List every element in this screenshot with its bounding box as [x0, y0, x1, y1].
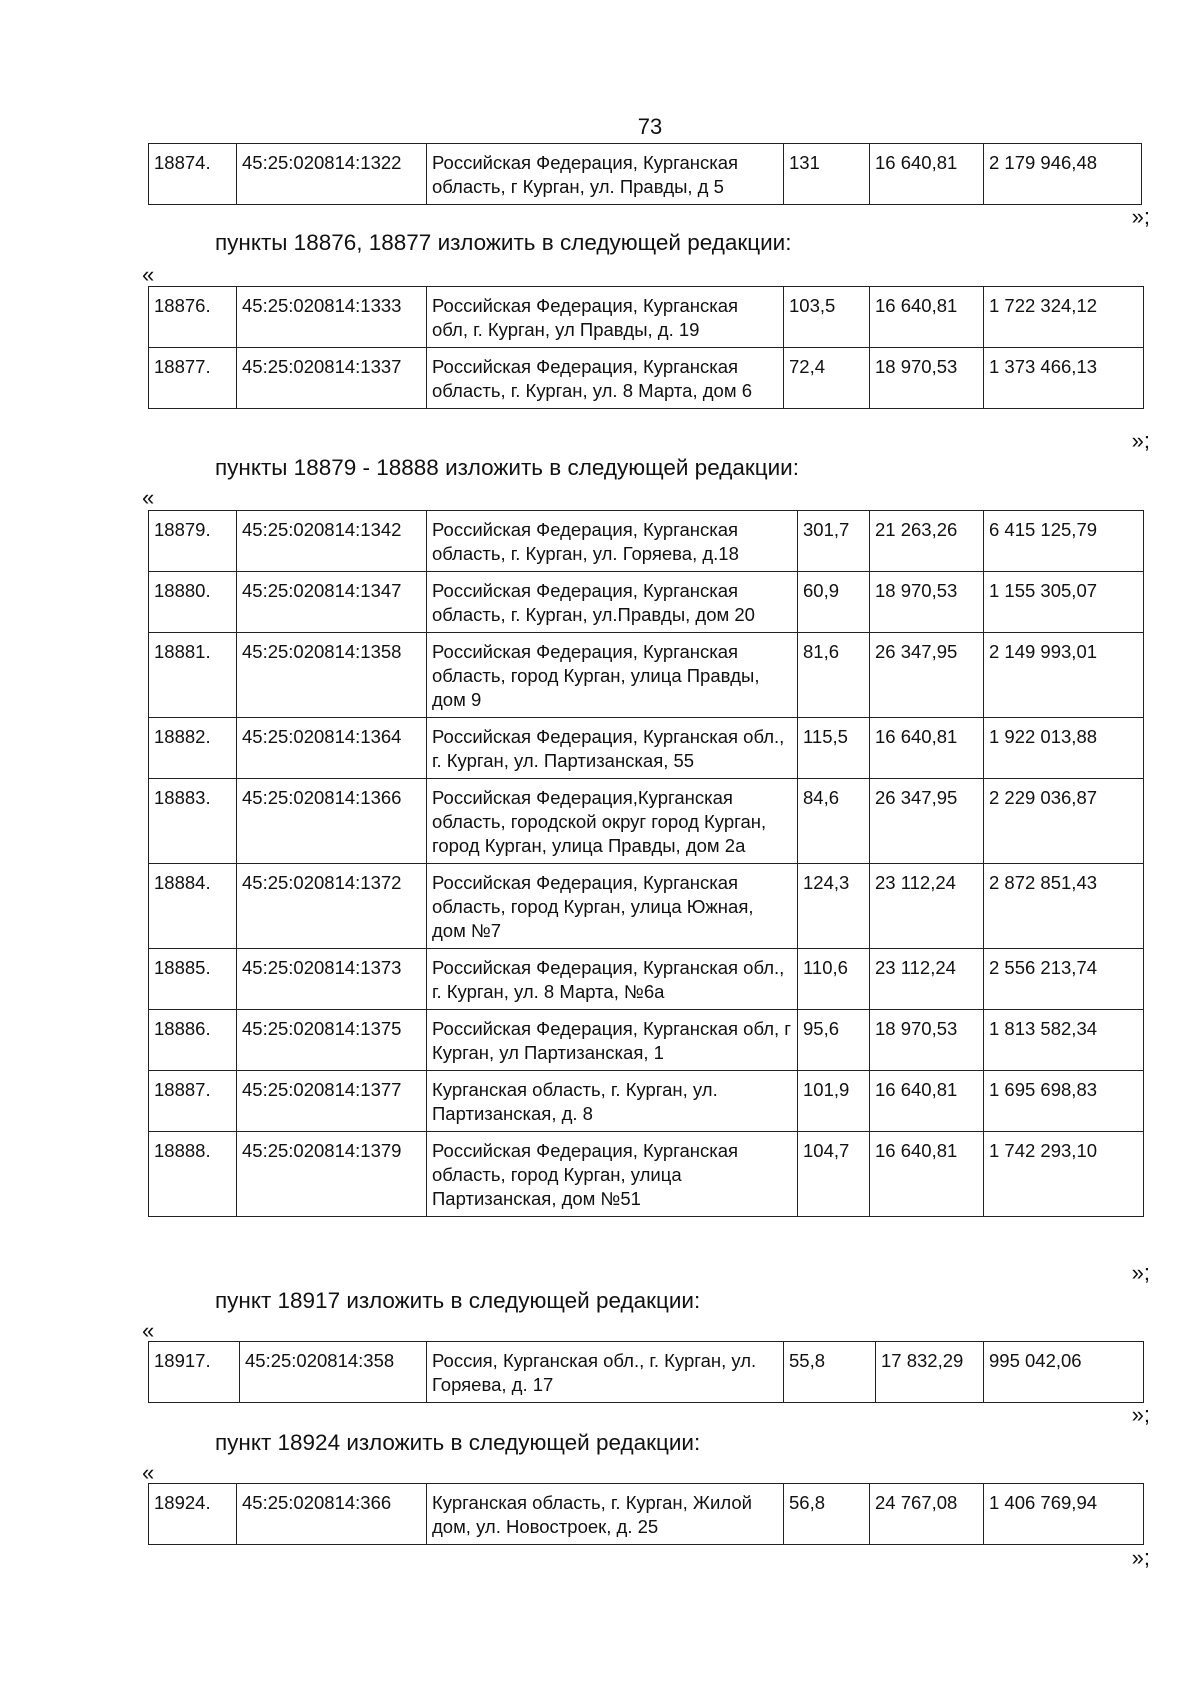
cadastral-price-cell: 17 832,29 [876, 1342, 984, 1403]
table-row [149, 287, 1144, 348]
cadastral-price-cell: 23 112,24 [870, 864, 984, 949]
cadastral-price-cell: 16 640,81 [870, 1132, 984, 1217]
cadastral-value-cell: 1 722 324,12 [984, 287, 1144, 348]
cadastral-number-cell: 45:25:020814:1372 [237, 864, 427, 949]
cadastral-price-cell: 16 640,81 [870, 718, 984, 779]
cadastral-value-cell: 1 922 013,88 [984, 718, 1144, 779]
row-number-cell: 18887. [149, 1071, 237, 1132]
row-number-cell: 18881. [149, 633, 237, 718]
cadastral-number-cell: 45:25:020814:1322 [237, 144, 427, 205]
register-table [148, 286, 1144, 409]
address-cell: Российская Федерация, Курганская обл, г Курган, ул Партизанская, 1 [427, 1010, 798, 1071]
section-instruction: пункт 18924 изложить в следующей редакции: [215, 1430, 701, 1455]
opening-quote-mark: « [142, 1460, 155, 1485]
area-cell: 84,6 [798, 779, 870, 864]
register-table [148, 143, 1142, 205]
cadastral-number-cell: 45:25:020814:1347 [237, 572, 427, 633]
opening-quote-mark: « [142, 262, 155, 287]
cadastral-price-cell: 16 640,81 [870, 287, 984, 348]
row-number-cell: 18882. [149, 718, 237, 779]
cadastral-price-cell: 24 767,08 [870, 1484, 984, 1545]
cadastral-price-cell: 16 640,81 [870, 1071, 984, 1132]
cadastral-number-cell: 45:25:020814:1364 [237, 718, 427, 779]
row-number-cell: 18880. [149, 572, 237, 633]
cadastral-price-cell: 18 970,53 [870, 348, 984, 409]
cadastral-price-cell: 18 970,53 [870, 572, 984, 633]
cadastral-price-cell: 18 970,53 [870, 1010, 984, 1071]
cadastral-number-cell: 45:25:020814:1358 [237, 633, 427, 718]
table-row [149, 572, 1144, 633]
address-cell: Россия, Курганская обл., г. Курган, ул. Горяева, д. 17 [427, 1342, 784, 1403]
address-cell: Российская Федерация, Курганская область, город Курган, улица Правды, дом 9 [427, 633, 798, 718]
register-table [148, 1483, 1144, 1545]
address-cell: Российская Федерация,Курганская область, городской округ город Курган, город Курган, улица Правды, дом 2а [427, 779, 798, 864]
cadastral-value-cell: 1 695 698,83 [984, 1071, 1144, 1132]
cadastral-number-cell: 45:25:020814:1333 [237, 287, 427, 348]
address-cell: Российская Федерация, Курганская область, г. Курган, ул.Правды, дом 20 [427, 572, 798, 633]
row-number-cell: 18924. [149, 1484, 237, 1545]
area-cell: 110,6 [798, 949, 870, 1010]
area-cell: 124,3 [798, 864, 870, 949]
cadastral-value-cell: 1 813 582,34 [984, 1010, 1144, 1071]
section-2 [148, 510, 1144, 1217]
table-row [149, 348, 1144, 409]
table-row [149, 1010, 1144, 1071]
closing-quote-mark: »; [1131, 1402, 1150, 1427]
closing-quote-mark: »; [1131, 428, 1150, 453]
table-row [149, 864, 1144, 949]
cadastral-number-cell: 45:25:020814:1337 [237, 348, 427, 409]
section-3 [148, 1341, 1144, 1403]
address-cell: Российская Федерация, Курганская область, г. Курган, ул. Горяева, д.18 [427, 511, 798, 572]
register-table [148, 510, 1144, 1217]
cadastral-number-cell: 45:25:020814:358 [240, 1342, 427, 1403]
cadastral-value-cell: 1 155 305,07 [984, 572, 1144, 633]
area-cell: 301,7 [798, 511, 870, 572]
cadastral-price-cell: 16 640,81 [870, 144, 984, 205]
address-cell: Курганская область, г. Курган, Жилой дом, ул. Новостроек, д. 25 [427, 1484, 784, 1545]
address-cell: Российская Федерация, Курганская область, город Курган, улица Южная, дом №7 [427, 864, 798, 949]
address-cell: Российская Федерация, Курганская обл, г. Курган, ул Правды, д. 19 [427, 287, 784, 348]
row-number-cell: 18874. [149, 144, 237, 205]
cadastral-value-cell: 2 872 851,43 [984, 864, 1144, 949]
section-1 [148, 286, 1144, 409]
cadastral-value-cell: 2 179 946,48 [984, 144, 1142, 205]
area-cell: 101,9 [798, 1071, 870, 1132]
address-cell: Курганская область, г. Курган, ул. Партизанская, д. 8 [427, 1071, 798, 1132]
cadastral-number-cell: 45:25:020814:1342 [237, 511, 427, 572]
cadastral-number-cell: 45:25:020814:1375 [237, 1010, 427, 1071]
area-cell: 95,6 [798, 1010, 870, 1071]
cadastral-value-cell: 2 556 213,74 [984, 949, 1144, 1010]
table-row [149, 511, 1144, 572]
table-row [149, 1132, 1144, 1217]
table-row [149, 718, 1144, 779]
cadastral-number-cell: 45:25:020814:1377 [237, 1071, 427, 1132]
cadastral-value-cell: 2 229 036,87 [984, 779, 1144, 864]
closing-quote-mark: »; [1131, 204, 1150, 229]
section-0 [148, 143, 1142, 205]
cadastral-value-cell: 1 742 293,10 [984, 1132, 1144, 1217]
section-4 [148, 1483, 1144, 1545]
table-row [149, 633, 1144, 718]
row-number-cell: 18877. [149, 348, 237, 409]
table-row [149, 779, 1144, 864]
row-number-cell: 18886. [149, 1010, 237, 1071]
area-cell: 131 [784, 144, 870, 205]
table-row [149, 1071, 1144, 1132]
cadastral-value-cell: 1 373 466,13 [984, 348, 1144, 409]
area-cell: 60,9 [798, 572, 870, 633]
row-number-cell: 18876. [149, 287, 237, 348]
row-number-cell: 18884. [149, 864, 237, 949]
cadastral-price-cell: 21 263,26 [870, 511, 984, 572]
area-cell: 104,7 [798, 1132, 870, 1217]
cadastral-number-cell: 45:25:020814:1373 [237, 949, 427, 1010]
address-cell: Российская Федерация, Курганская область, г. Курган, ул. 8 Марта, дом 6 [427, 348, 784, 409]
opening-quote-mark: « [142, 485, 155, 510]
area-cell: 103,5 [784, 287, 870, 348]
address-cell: Российская Федерация, Курганская область, г Курган, ул. Правды, д 5 [427, 144, 784, 205]
area-cell: 72,4 [784, 348, 870, 409]
cadastral-number-cell: 45:25:020814:1366 [237, 779, 427, 864]
closing-quote-mark: »; [1131, 1545, 1150, 1570]
table-row [149, 949, 1144, 1010]
row-number-cell: 18883. [149, 779, 237, 864]
area-cell: 55,8 [784, 1342, 876, 1403]
opening-quote-mark: « [142, 1318, 155, 1343]
cadastral-value-cell: 6 415 125,79 [984, 511, 1144, 572]
cadastral-value-cell: 2 149 993,01 [984, 633, 1144, 718]
area-cell: 81,6 [798, 633, 870, 718]
section-instruction: пункт 18917 изложить в следующей редакции: [215, 1288, 701, 1313]
table-row [149, 1484, 1144, 1545]
area-cell: 56,8 [784, 1484, 870, 1545]
cadastral-number-cell: 45:25:020814:1379 [237, 1132, 427, 1217]
area-cell: 115,5 [798, 718, 870, 779]
cadastral-price-cell: 23 112,24 [870, 949, 984, 1010]
row-number-cell: 18885. [149, 949, 237, 1010]
section-instruction: пункты 18876, 18877 изложить в следующей редакции: [215, 230, 792, 255]
cadastral-number-cell: 45:25:020814:366 [237, 1484, 427, 1545]
cadastral-price-cell: 26 347,95 [870, 779, 984, 864]
address-cell: Российская Федерация, Курганская обл., г. Курган, ул. Партизанская, 55 [427, 718, 798, 779]
row-number-cell: 18888. [149, 1132, 237, 1217]
row-number-cell: 18879. [149, 511, 237, 572]
section-instruction: пункты 18879 - 18888 изложить в следующей редакции: [215, 455, 799, 480]
table-row [149, 144, 1142, 205]
cadastral-price-cell: 26 347,95 [870, 633, 984, 718]
row-number-cell: 18917. [149, 1342, 240, 1403]
closing-quote-mark: »; [1131, 1260, 1150, 1285]
cadastral-value-cell: 995 042,06 [984, 1342, 1144, 1403]
address-cell: Российская Федерация, Курганская область, город Курган, улица Партизанская, дом №51 [427, 1132, 798, 1217]
address-cell: Российская Федерация, Курганская обл., г. Курган, ул. 8 Марта, №6а [427, 949, 798, 1010]
page-number: 73 [637, 114, 663, 139]
table-row [149, 1342, 1144, 1403]
register-table [148, 1341, 1144, 1403]
cadastral-value-cell: 1 406 769,94 [984, 1484, 1144, 1545]
